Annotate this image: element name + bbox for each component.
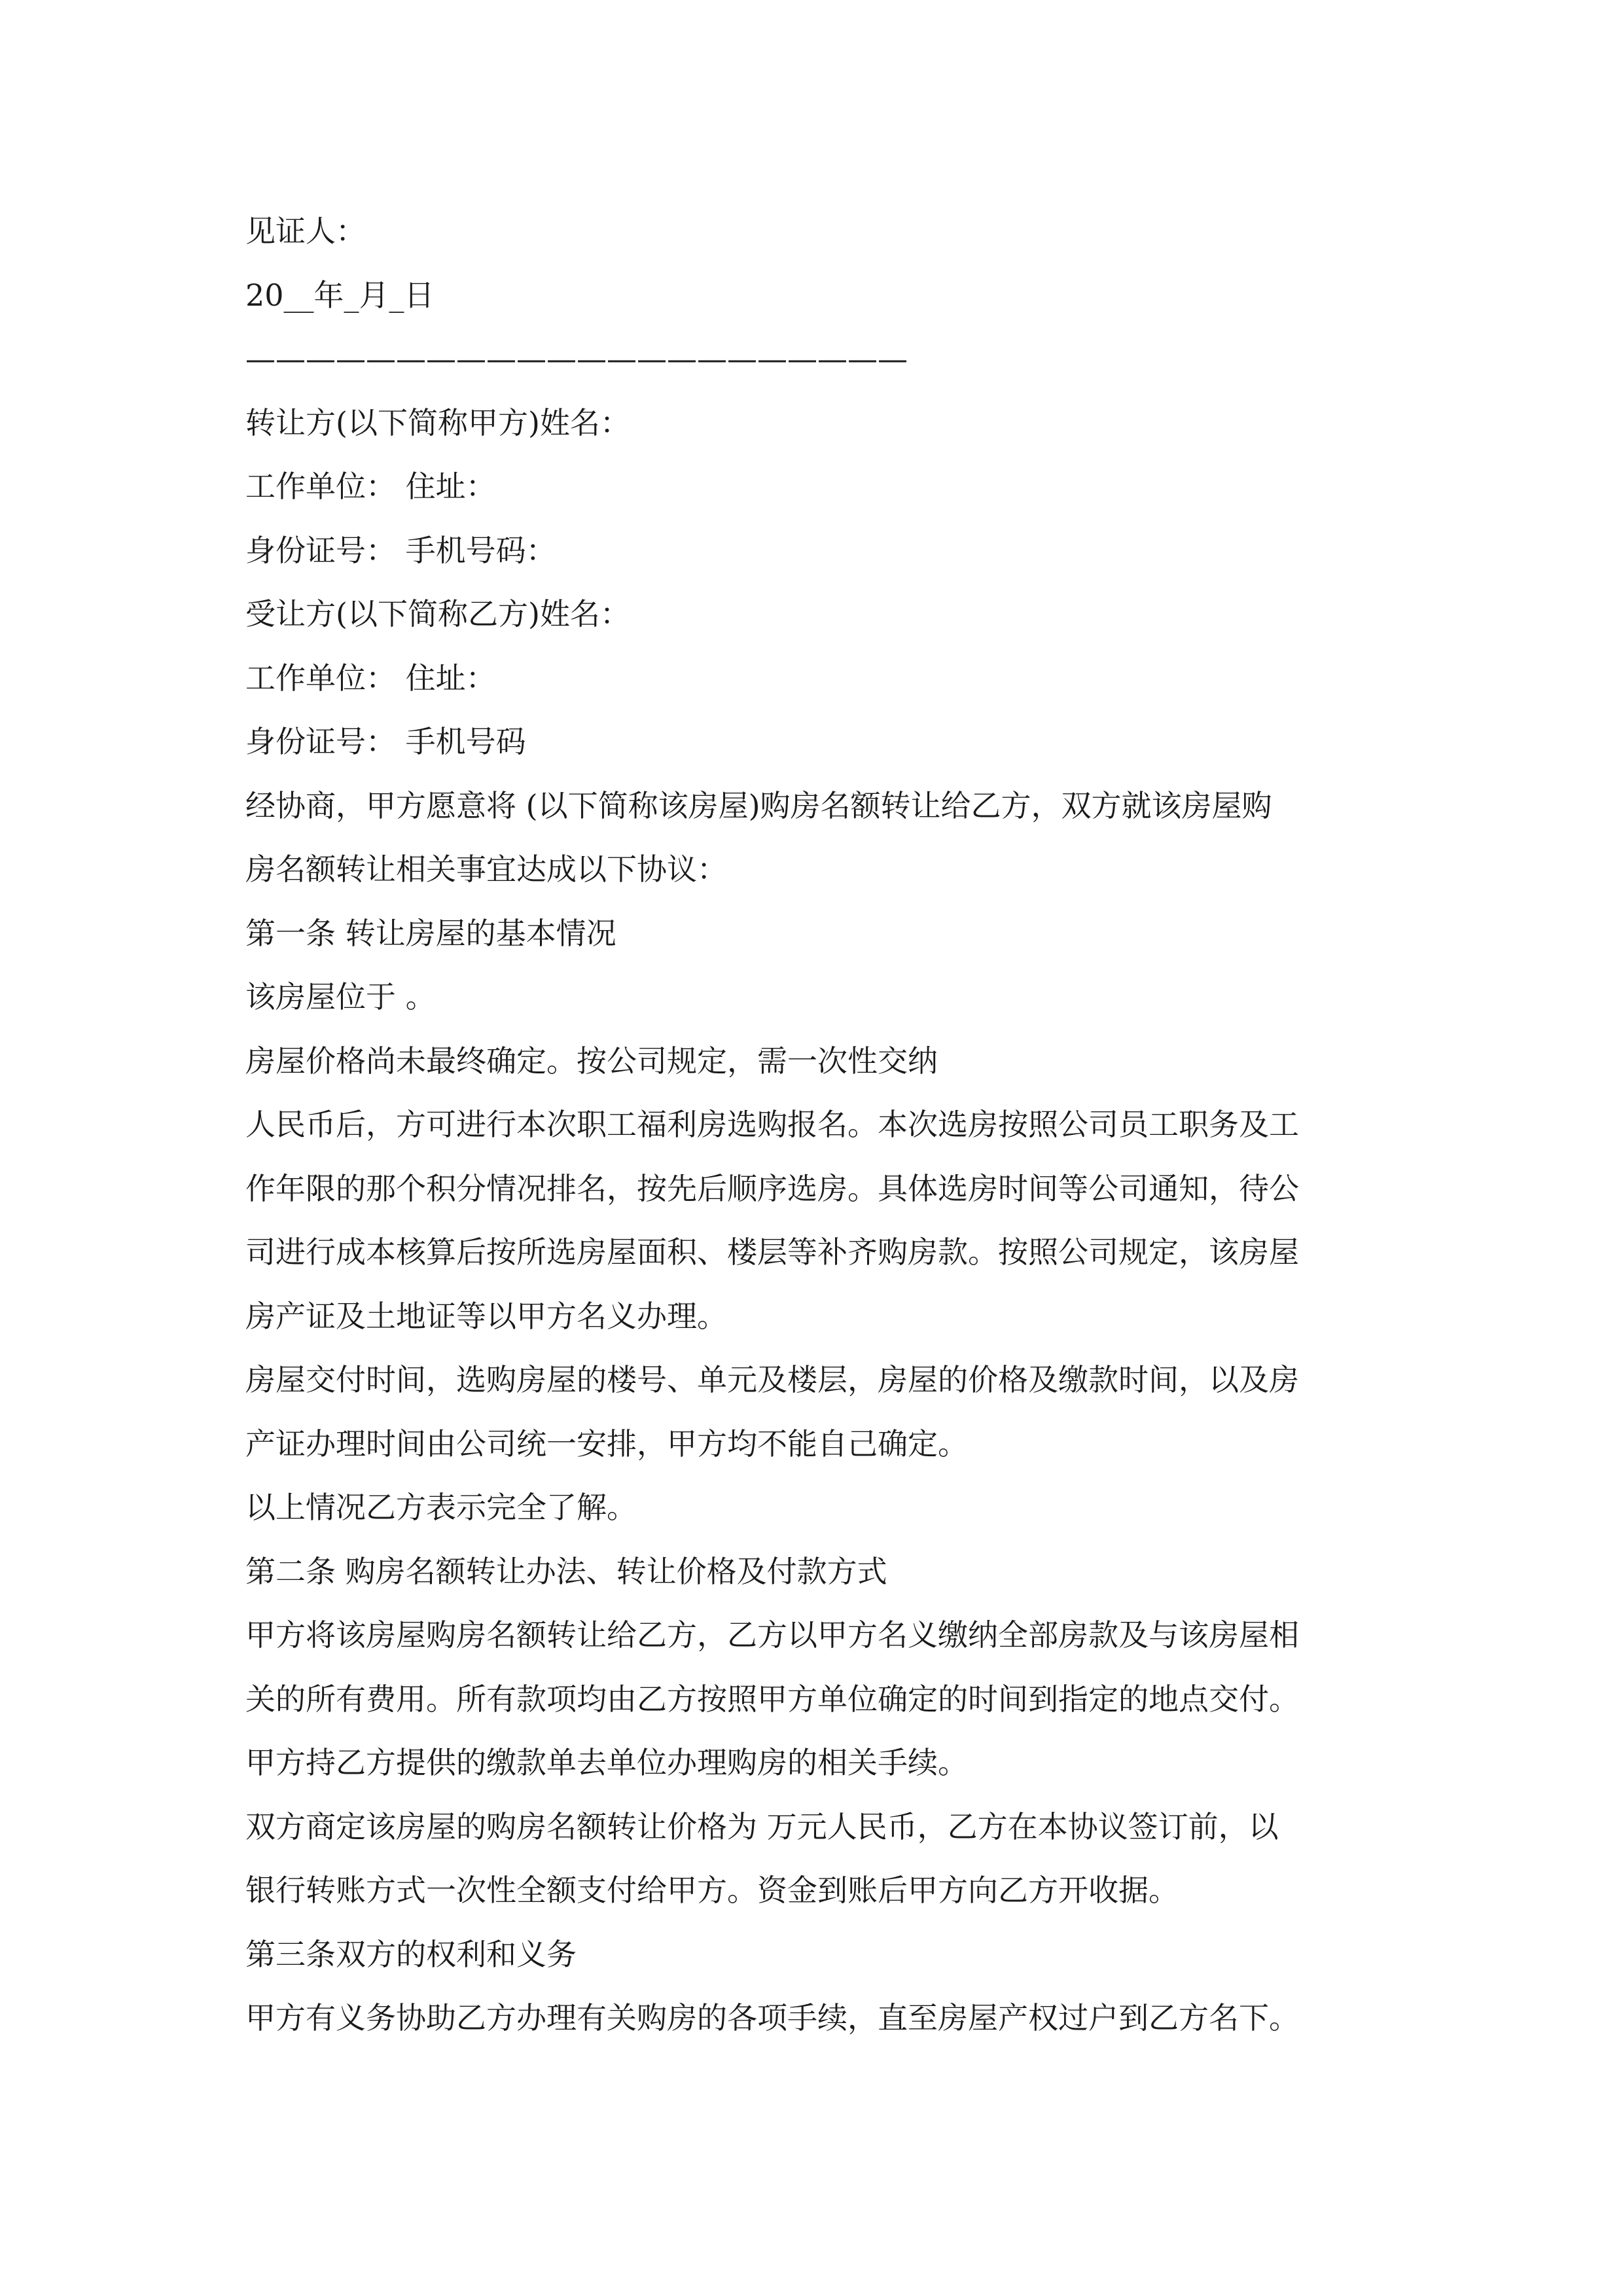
transferor-name-line: 转让方(以下简称甲方)姓名： <box>245 404 630 440</box>
article-1-heading: 第一条 转让房屋的基本情况 <box>245 915 616 951</box>
paragraph-line: 房名额转让相关事宜达成以下协议： <box>245 852 727 887</box>
document-body <box>245 200 1397 2051</box>
paragraph-line: 双方商定该房屋的购房名额转让价格为 万元人民币，乙方在本协议签订前，以 <box>245 1808 1279 1844</box>
paragraph-line: 该房屋位于 。 <box>245 979 436 1014</box>
paragraph-line: 以上情况乙方表示完全了解。 <box>245 1490 637 1525</box>
article-2-heading: 第二条 购房名额转让办法、转让价格及付款方式 <box>245 1553 887 1589</box>
transferor-id-line: 身份证号： 手机号码： <box>245 532 556 568</box>
paragraph-line: 人民币后，方可进行本次职工福利房选购报名。本次选房按照公司员工职务及工 <box>245 1107 1299 1142</box>
paragraph-line: 司进行成本核算后按所选房屋面积、楼层等补齐购房款。按照公司规定，该房屋 <box>245 1234 1299 1270</box>
transferor-work-line: 工作单位： 住址： <box>245 469 496 504</box>
paragraph-line: 作年限的那个积分情况排名，按先后顺序选房。具体选房时间等公司通知，待公 <box>245 1170 1299 1206</box>
paragraph-line: 银行转账方式一次性全额支付给甲方。资金到账后甲方向乙方开收据。 <box>245 1873 1179 1908</box>
paragraph-line: 经协商，甲方愿意将 (以下简称该房屋)购房名额转让给乙方，双方就该房屋购 <box>245 787 1272 823</box>
date-line: 20__年_月_日 <box>245 277 435 313</box>
article-3-heading: 第三条双方的权利和义务 <box>245 1936 577 1972</box>
paragraph-line: 房屋价格尚未最终确定。按公司规定，需一次性交纳 <box>245 1043 938 1079</box>
paragraph-line: 关的所有费用。所有款项均由乙方按照甲方单位确定的时间到指定的地点交付。 <box>245 1681 1299 1717</box>
transferee-id-line: 身份证号： 手机号码 <box>245 724 526 759</box>
separator-line: —————————————————————— <box>245 341 908 376</box>
paragraph-line: 甲方将该房屋购房名额转让给乙方，乙方以甲方名义缴纳全部房款及与该房屋相 <box>245 1617 1299 1653</box>
paragraph-line: 甲方有义务协助乙方办理有关购房的各项手续，直至房屋产权过户到乙方名下。 <box>245 2000 1299 2036</box>
witness-line: 见证人： <box>245 213 366 249</box>
paragraph-line: 甲方持乙方提供的缴款单去单位办理购房的相关手续。 <box>245 1745 968 1780</box>
paragraph-line: 产证办理时间由公司统一安排，甲方均不能自己确定。 <box>245 1426 968 1462</box>
transferee-work-line: 工作单位： 住址： <box>245 660 496 696</box>
paragraph-line: 房屋交付时间，选购房屋的楼号、单元及楼层，房屋的价格及缴款时间，以及房 <box>245 1362 1299 1397</box>
transferee-name-line: 受让方(以下简称乙方)姓名： <box>245 596 630 632</box>
paragraph-line: 房产证及土地证等以甲方名义办理。 <box>245 1298 727 1334</box>
